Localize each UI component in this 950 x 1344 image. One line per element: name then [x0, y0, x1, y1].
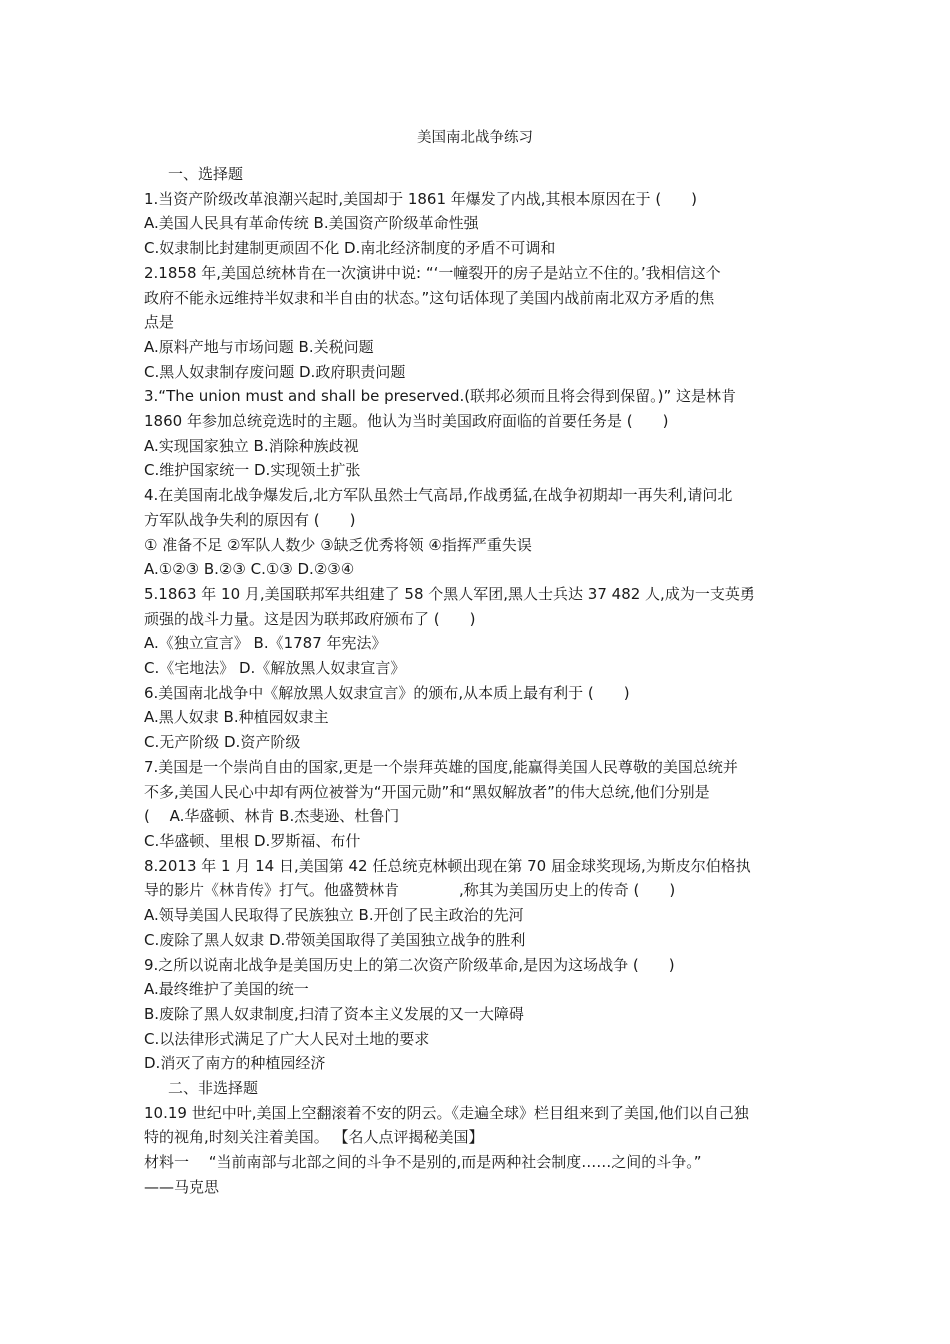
answer-options: A.《独立宣言》 B.《1787 年宪法》 — [144, 634, 387, 653]
answer-items: ① 准备不足 ②军队人数少 ③缺乏优秀将领 ④指挥严重失误 — [144, 535, 532, 554]
answer-options: A.黑人奴隶 B.种植园奴隶主 — [144, 708, 329, 727]
answer-option: D.消灭了南方的种植园经济 — [144, 1054, 326, 1073]
document-body — [144, 162, 810, 1200]
answer-options: ( A.华盛顿、林肯 B.杰斐逊、杜鲁门 — [144, 807, 400, 826]
question-text: 6.美国南北战争中《解放黑人奴隶宣言》的颁布,从本质上最有利于 ( ) — [144, 683, 630, 702]
section-heading: 二、非选择题 — [168, 1079, 259, 1098]
answer-options: C.华盛顿、里根 D.罗斯福、布什 — [144, 831, 361, 850]
question-text: 政府不能永远维持半奴隶和半自由的状态。”这句话体现了美国内战前南北双方矛盾的焦 — [144, 288, 715, 307]
answer-options: C.废除了黑人奴隶 D.带领美国取得了美国独立战争的胜利 — [144, 930, 526, 949]
material-quote: 材料一 “当前南部与北部之间的斗争不是别的,而是两种社会制度……之间的斗争。” — [144, 1153, 702, 1172]
answer-options: C.维护国家统一 D.实现领土扩张 — [144, 461, 361, 480]
answer-options: C.黑人奴隶制存废问题 D.政府职责问题 — [144, 362, 406, 381]
answer-options: C.《宅地法》 D.《解放黑人奴隶宣言》 — [144, 659, 406, 678]
answer-options: A.领导美国人民取得了民族独立 B.开创了民主政治的先河 — [144, 906, 524, 925]
answer-options: A.①②③ B.②③ C.①③ D.②③④ — [144, 560, 355, 579]
question-text: 9.之所以说南北战争是美国历史上的第二次资产阶级革命,是因为这场战争 ( ) — [144, 955, 675, 974]
question-text: 方军队战争失利的原因有 ( ) — [144, 510, 356, 529]
answer-options: A.美国人民具有革命传统 B.美国资产阶级革命性强 — [144, 214, 479, 233]
question-text: 2.1858 年,美国总统林肯在一次演讲中说: “‘一幢裂开的房子是站立不住的。’我相信这个 — [144, 263, 721, 282]
question-text: 4.在美国南北战争爆发后,北方军队虽然士气高昂,作战勇猛,在战争初期却一再失利,请问北 — [144, 486, 733, 505]
page-title: 美国南北战争练习 — [417, 130, 533, 146]
question-text: 5.1863 年 10 月,美国联邦军共组建了 58 个黑人军团,黑人士兵达 37 482 人,成为一支英勇 — [144, 584, 755, 603]
answer-options: A.原料产地与市场问题 B.关税问题 — [144, 337, 374, 356]
answer-options: A.实现国家独立 B.消除种族歧视 — [144, 436, 359, 455]
question-text: 1860 年参加总统竞选时的主题。他认为当时美国政府面临的首要任务是 ( ) — [144, 412, 669, 431]
answer-option: A.最终维护了美国的统一 — [144, 980, 309, 999]
question-text: 1.当资产阶级改革浪潮兴起时,美国却于 1861 年爆发了内战,其根本原因在于 ( ) — [144, 189, 698, 208]
question-text: 8.2013 年 1 月 14 日,美国第 42 任总统克林顿出现在第 70 届金球奖现场,为斯皮尔伯格执 — [144, 856, 751, 875]
section-heading: 一、选择题 — [168, 165, 244, 183]
answer-options: C.无产阶级 D.资产阶级 — [144, 733, 301, 752]
question-text: 3.“The union must and shall be preserved.(联邦必须而且将会得到保留。)” 这是林肯 — [144, 387, 737, 406]
question-text: 点是 — [144, 313, 175, 332]
question-text: 10.19 世纪中叶,美国上空翻滚着不安的阴云。《走遍全球》栏目组来到了美国,他们以自己独 — [144, 1103, 749, 1122]
question-text: 特的视角,时刻关注着美国。 【名人点评揭秘美国】 — [144, 1128, 484, 1147]
question-text: 顽强的战斗力量。这是因为联邦政府颁布了 ( ) — [144, 609, 476, 628]
question-text: 导的影片《林肯传》打气。他盛赞林肯 ,称其为美国历史上的传奇 ( ) — [144, 881, 676, 900]
answer-option: C.以法律形式满足了广大人民对土地的要求 — [144, 1029, 430, 1048]
answer-options: C.奴隶制比封建制更顽固不化 D.南北经济制度的矛盾不可调和 — [144, 239, 556, 258]
question-text: 7.美国是一个崇尚自由的国家,更是一个崇拜英雄的国度,能赢得美国人民尊敬的美国总统并 — [144, 757, 738, 776]
question-text: 不多,美国人民心中却有两位被誉为“开国元勋”和“黑奴解放者”的伟大总统,他们分别是 — [144, 782, 710, 801]
answer-option: B.废除了黑人奴隶制度,扫清了资本主义发展的又一大障碍 — [144, 1004, 524, 1023]
quote-attribution: ——马克思 — [144, 1177, 220, 1196]
